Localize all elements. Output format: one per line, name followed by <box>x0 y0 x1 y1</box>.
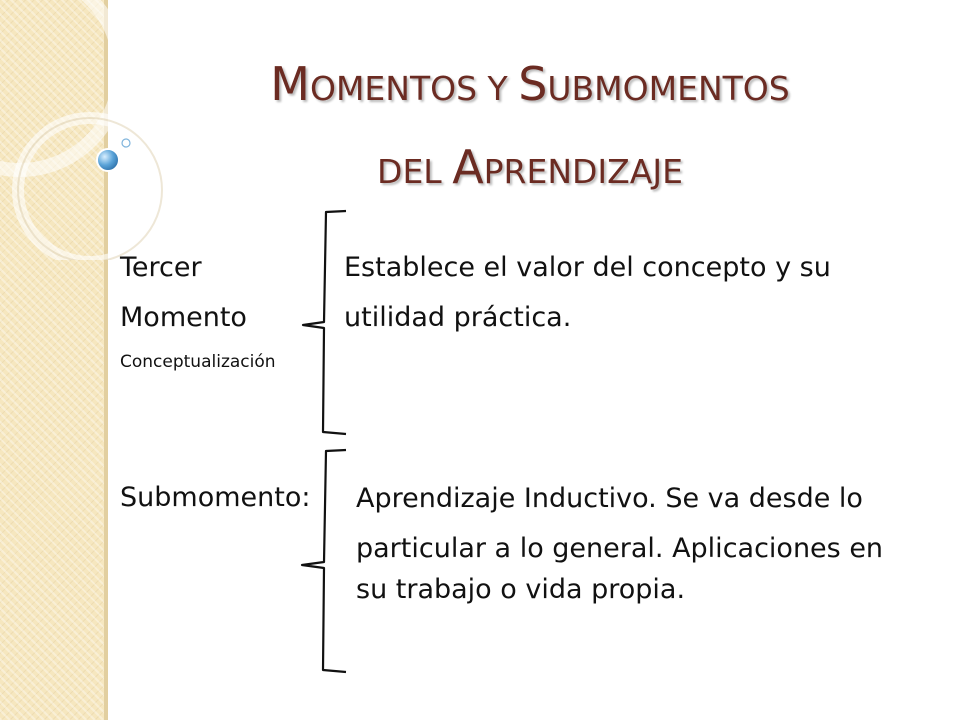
section2-desc-line2: particular a lo general. Aplicaciones en <box>356 533 884 564</box>
slide-title <box>130 48 930 214</box>
title-initial: A <box>452 140 484 194</box>
section2-desc-line3: su trabajo o vida propia. <box>356 574 686 605</box>
title-line-1 <box>130 48 930 131</box>
section1-label-line1: Tercer <box>120 252 202 283</box>
title-text: PRENDIZAJE <box>483 152 683 191</box>
section1-desc-line2: utilidad práctica. <box>344 302 572 333</box>
small-bubble-icon <box>122 139 130 147</box>
title-line-2 <box>130 131 930 214</box>
section1-description <box>344 247 831 338</box>
section2-label: Submomento: <box>120 482 311 513</box>
section1-label-line2: Momento <box>120 302 247 333</box>
deco-ring-large <box>0 0 120 170</box>
brace-section1 <box>303 211 346 434</box>
blue-bubble-icon <box>97 149 119 171</box>
title-text: DEL <box>377 152 453 191</box>
section1-desc-line1: Establece el valor del concepto y su <box>344 252 831 283</box>
title-text: OMENTOS Y <box>309 69 519 108</box>
section1-label-line3: Conceptualización <box>120 352 276 372</box>
section2-description <box>356 478 883 610</box>
title-text: UBMOMENTOS <box>547 69 790 108</box>
section2-desc-line1: Aprendizaje Inductivo. Se va desde lo <box>356 483 863 514</box>
title-initial: S <box>518 57 548 111</box>
title-initial: M <box>270 57 310 111</box>
